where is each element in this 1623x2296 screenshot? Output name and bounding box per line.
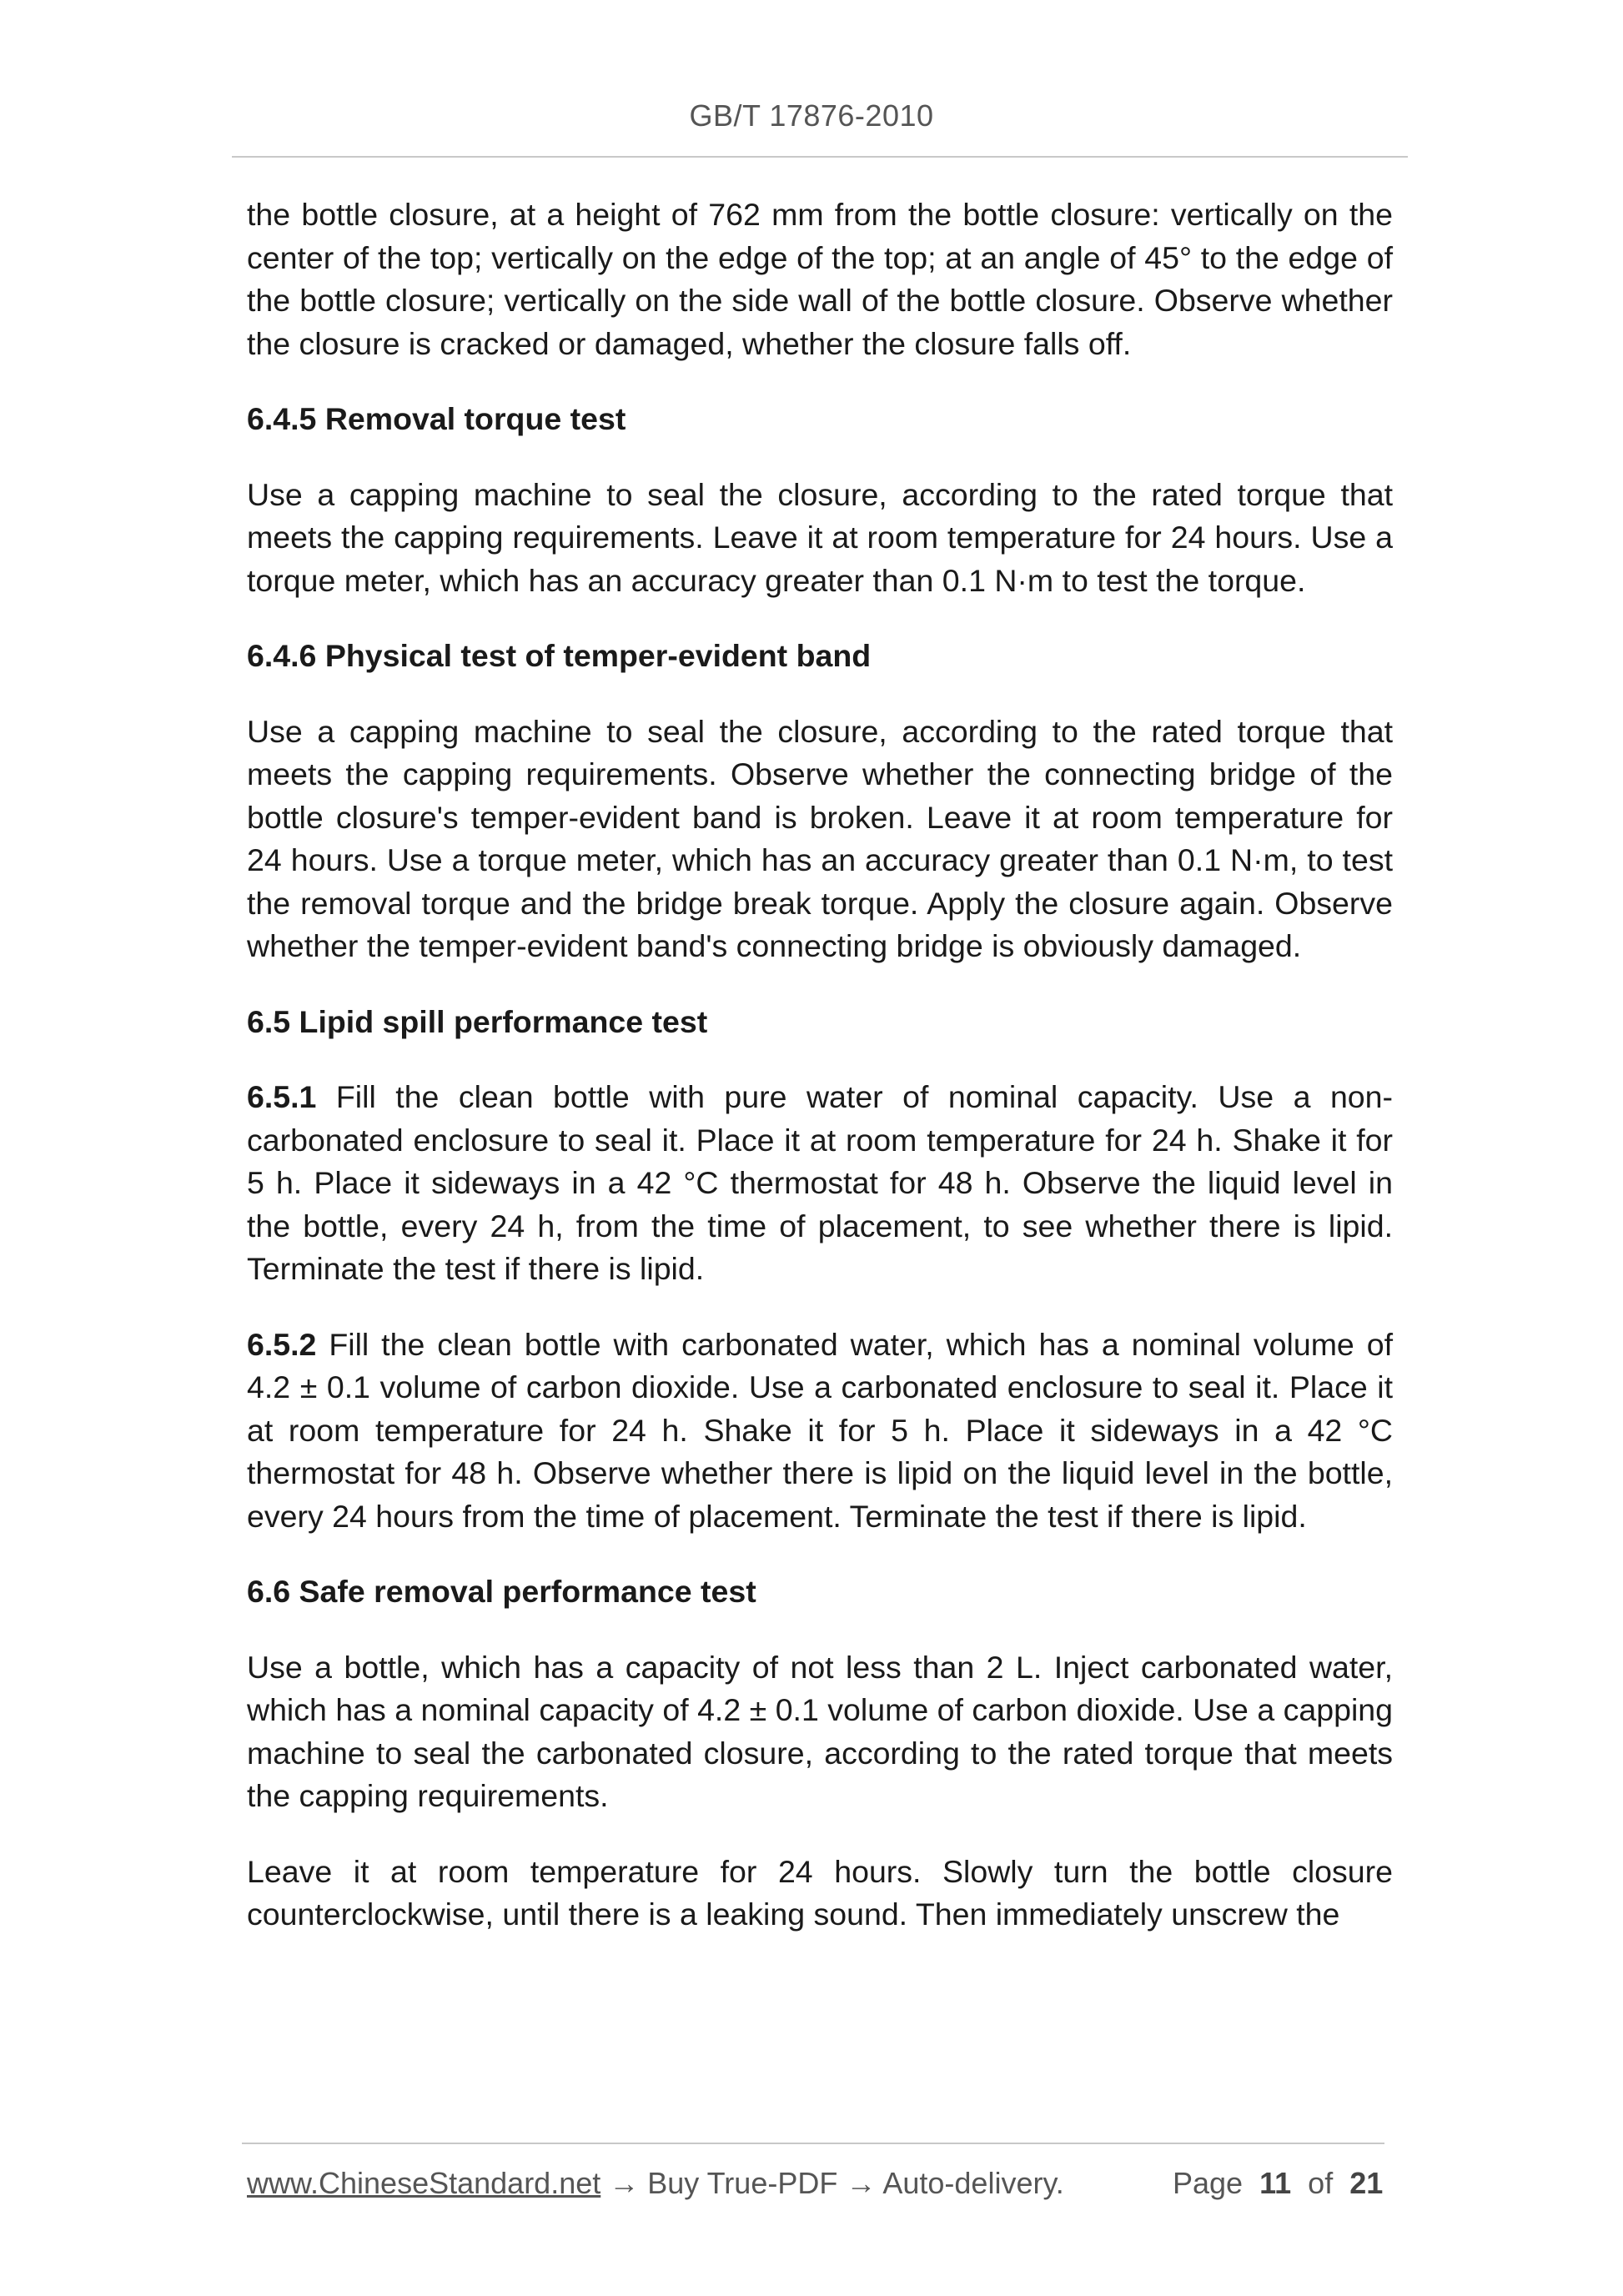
- buy-pdf-text: Buy True-PDF: [647, 2166, 838, 2200]
- arrow-right-icon: →: [837, 2166, 883, 2200]
- footer-promo: [247, 2166, 1064, 2201]
- page-label: Page: [1173, 2166, 1244, 2200]
- clause-number-6-5-1: 6.5.1: [247, 1079, 317, 1114]
- heading-6-6: 6.6 Safe removal performance test: [247, 1574, 756, 1609]
- heading-6-5: 6.5 Lipid spill performance test: [247, 1003, 708, 1039]
- header-divider: [232, 156, 1408, 158]
- auto-delivery-text: Auto-delivery.: [882, 2166, 1064, 2200]
- paragraph-continued: the bottle closure, at a height of 762 mm from the bottle closure: vertically on the center of the top; vertically on the edge of the top; at an angle of 45° to the edge of the bottle closure; vertically on the side wall of the bottle closure. Observe whether the closure is cracked or damaged, whether the closure falls off.: [247, 197, 1393, 361]
- page-current: 11: [1259, 2166, 1292, 2200]
- paragraph-6-5-1: [247, 1076, 1393, 1291]
- page-total: 21: [1349, 2166, 1384, 2200]
- paragraph-6-4-6: Use a capping machine to seal the closure, according to the rated torque that meets the capping requirements. Observe whether the connecting bridge of the bottle closure's temper-evident band is broken. Leave it at room temperature for 24 hours. Use a torque meter, which has an accuracy greater than 0.1 N·m, to test the removal torque and the bridge break torque. Apply the closure again. Observe whether the temper-evident band's connecting bridge is obviously damaged.: [247, 713, 1393, 963]
- heading-6-4-5: 6.4.5 Removal torque test: [247, 401, 626, 436]
- clause-text-6-5-1: Fill the clean bottle with pure water of nominal capacity. Use a non-carbonated enclosure to seal it. Place it at room temperature for 24 h. Shake it for 5 h. Place it sideways in a 42 °C thermostat for 48 h. Observe the liquid level in the bottle, every 24 h, from the time of placement, to see whether there is lipid. Terminate the test if there is lipid.: [247, 1079, 1393, 1286]
- heading-6-4-6: 6.4.6 Physical test of temper-evident band: [247, 638, 872, 673]
- clause-text-6-5-2: Fill the clean bottle with carbonated water, which has a nominal volume of 4.2 ± 0.1 volume of carbon dioxide. Use a carbonated enclosure to seal it. Place it at room temperature for 24 h. Shake it for 5 h. Place it sideways in a 42 °C thermostat for 48 h. Observe whether there is lipid on the liquid level in the bottle, every 24 hours from the time of placement. Terminate the test if there is lipid.: [247, 1326, 1393, 1534]
- paragraph-6-6-b: Leave it at room temperature for 24 hours. Slowly turn the bottle closure counterclockwise, until there is a leaking sound. Then immediately unscrew the: [247, 1853, 1393, 1932]
- arrow-right-icon: →: [600, 2166, 648, 2200]
- clause-number-6-5-2: 6.5.2: [247, 1326, 317, 1362]
- page-header-title: GB/T 17876-2010: [689, 98, 934, 133]
- of-label: of: [1308, 2166, 1334, 2200]
- page-indicator: [1173, 2166, 1383, 2201]
- paragraph-6-6-a: Use a bottle, which has a capacity of not less than 2 L. Inject carbonated water, which has a nominal capacity of 4.2 ± 0.1 volume of carbon dioxide. Use a capping machine to seal the carbonated closure, according to the rated torque that meets the capping requirements.: [247, 1649, 1393, 1813]
- paragraph-6-4-5: Use a capping machine to seal the closure, according to the rated torque that meets the capping requirements. Leave it at room temperature for 24 hours. Use a torque meter, which has an accuracy greater than 0.1 N·m to test the torque.: [247, 476, 1393, 598]
- paragraph-6-5-2: [247, 1324, 1393, 1539]
- footer-divider: [242, 2143, 1384, 2144]
- website-link[interactable]: www.ChineseStandard.net: [247, 2166, 601, 2200]
- document-body: [247, 193, 1393, 1969]
